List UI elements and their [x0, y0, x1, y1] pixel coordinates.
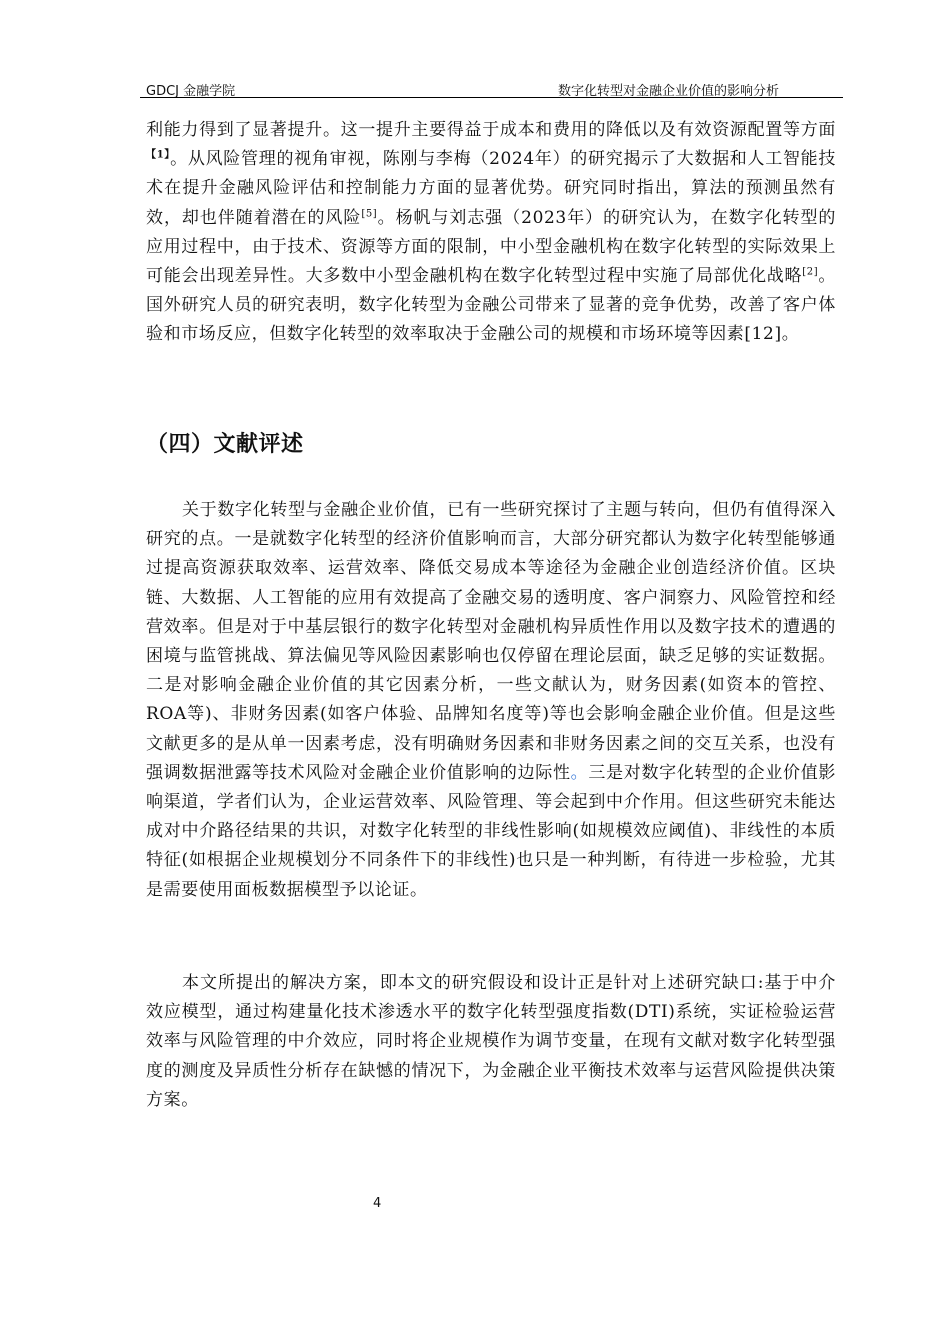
header-institution: GDCJ 金融学院 [146, 84, 236, 99]
highlighted-period: 。 [570, 762, 589, 783]
paragraph-text: 。从风险管理的视角审视，陈刚与李梅（2024年）的研究揭示了大数据和人工智能技术在提升金融风险评估和控制能力方面的显著优势。研究同时指出，算法的预测虽然有效，却也伴随着潜在的风险 [146, 149, 836, 228]
paragraph-text: 。杨帆与刘志强（2023年）的研究认为，在数字化转型的应用过程中，由于技术、资源等方面的限制，中小型金融机构在数字化转型的实际效果上可能会出现差异性。大多数中小型金融机构在数字化转型过程中实施了局部优化战略 [146, 207, 836, 287]
paragraph-text: 利能力得到了显著提升。这一提升主要得益于成本和费用的降低以及有效资源配置等方面 [146, 120, 836, 140]
citation-ref: [5] [361, 207, 378, 219]
section-heading: （四）文献评述 [146, 432, 304, 457]
paragraph-literature-review [146, 496, 836, 905]
header-paper-title: 数字化转型对金融企业价值的影响分析 [557, 84, 779, 99]
paragraph-text: 关于数字化转型与金融企业价值，已有一些研究探讨了主题与转向，但仍有值得深入研究的点。一是就数字化转型的经济价值影响而言，大部分研究都认为数字化转型能够通过提高资源获取效率、运营效率、降低交易成本等途径为金融企业创造经济价值。区块链、大数据、人工智能的应用有效提高了金融交易的透明度、客户洞察力、风险管控和经营效率。但是对于中基层银行的数字化转型对金融机构异质性作用以及数字技术的遭遇的困境与监管挑战、算法偏见等风险因素影响也仅停留在理论层面，缺乏足够的实证数据。二是对影响金融企业价值的其它因素分析，一些文献认为，财务因素(如资本的管控、ROA等)、非财务因素(如客户体验、品牌知名度等)等也会影响金融企业价值。但是这些文献更多的是从单一因素考虑，没有明确财务因素和非财务因素之间的交互关系，也没有强调数据泄露等技术风险对金融企业价值影响的边际性 [146, 500, 836, 783]
citation-ref: 【1】 [146, 149, 171, 161]
page-number: 4 [373, 1196, 382, 1211]
header-divider [140, 97, 843, 98]
paragraph-solution: 本文所提出的解决方案，即本文的研究假设和设计正是针对上述研究缺口:基于中介效应模型，通过构建量化技术渗透水平的数字化转型强度指数(DTI)系统，实证检验运营效率与风险管理的中介效应，同时将企业规模作为调节变量，在现有文献对数字化转型强度的测度及异质性分析存在缺憾的情况下，为金融企业平衡技术效率与运营风险提供决策方案。 [146, 973, 836, 1110]
paragraph-text: 三是对数字化转型的企业价值影响渠道，学者们认为，企业运营效率、风险管理、等会起到中介作用。但这些研究未能达成对中介路径结果的共识，对数字化转型的非线性影响(如规模效应阈值)、非线性的本质特征(如根据企业规模划分不同条件下的非线性)也只是一种判断，有待进一步检验，尤其是需要使用面板数据模型予以论证。 [146, 762, 836, 900]
paragraph-text: 。国外研究人员的研究表明，数字化转型为金融公司带来了显著的竞争优势，改善了客户体验和市场反应，但数字化转型的效率取决于金融公司的规模和市场环境等因素[12]。 [146, 266, 836, 345]
paragraph-continued [146, 116, 836, 350]
citation-ref: [2] [802, 266, 819, 278]
